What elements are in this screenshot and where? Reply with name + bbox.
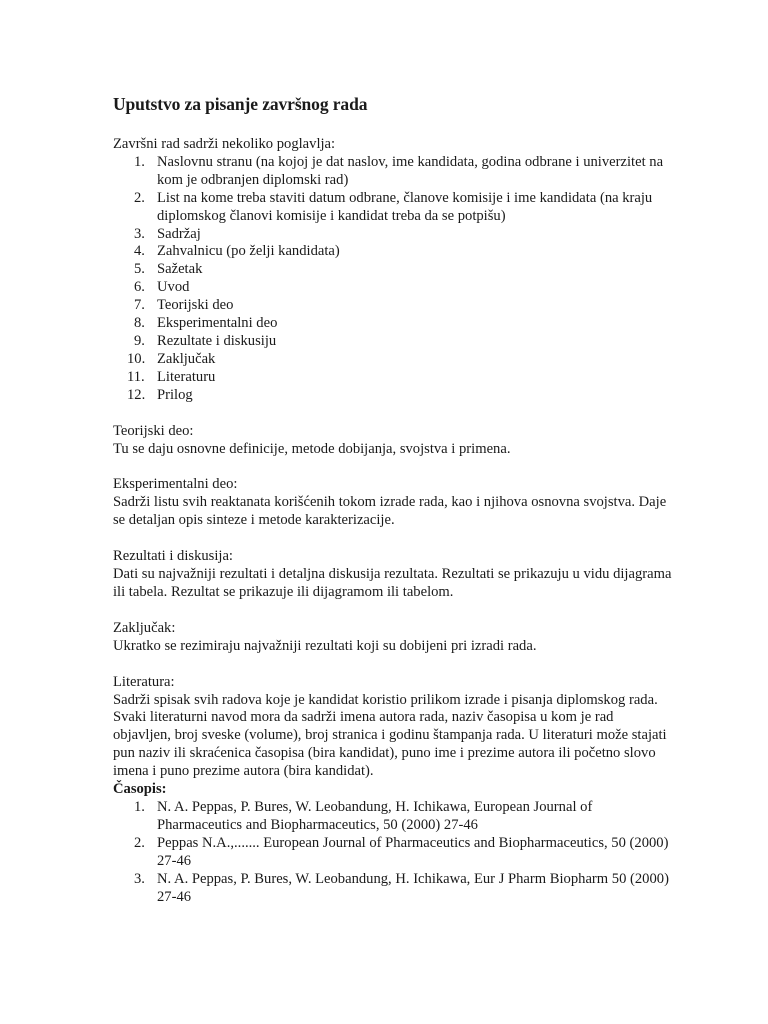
- spacer: [113, 405, 673, 423]
- section-heading: Rezultati i diskusija:: [113, 548, 233, 565]
- list-item-text: Uvod: [157, 279, 190, 296]
- list-number: 10.: [127, 350, 146, 367]
- list-item-text: Zahvalnicu (po želji kandidata): [157, 243, 340, 260]
- list-item: [113, 226, 673, 244]
- section-heading: Literatura:: [113, 673, 175, 690]
- list-item-text: Rezultate i diskusiju: [157, 332, 277, 349]
- list-item: [113, 243, 673, 261]
- section-body: Tu se daju osnovne definicije, metode dobijanja, svojstva i primena.: [113, 440, 511, 457]
- list-item-text: List na kome treba staviti datum odbrane, članove komisije i ime kandidata (na kraju diplomskog članovi komisije i kandidat treba da se potpišu): [157, 189, 653, 224]
- list-number: 8.: [134, 315, 145, 332]
- list-item: [113, 799, 673, 835]
- spacer: [113, 602, 673, 620]
- list-number: 1.: [134, 799, 145, 815]
- section-body: Ukratko se rezimiraju najvažniji rezultati koji su dobijeni pri izradi rada.: [113, 637, 537, 654]
- list-item-text: Eksperimentalni deo: [157, 315, 278, 332]
- casopis-label: Časopis:: [113, 781, 167, 798]
- list-number: 9.: [134, 332, 145, 349]
- list-item: [113, 333, 673, 351]
- list-number: 6.: [134, 279, 145, 296]
- section-body: Dati su najvažniji rezultati i detaljna diskusija rezultata. Rezultati se prikazuju u vidu dijagrama ili tabela. Rezultat se prikazuje ili dijagramom ili tabelom.: [113, 566, 672, 600]
- reference-list: [113, 799, 673, 906]
- section-body: Sadrži spisak svih radova koje je kandidat koristio prilikom izrade i pisanja diplomskog rada. Svaki literaturni navod mora da sadrži imena autora rada, naziv časopisa u kom je rad objavljen, broj sveske (volume), broj stranica i godinu štampanja rada. U literaturi može stajati pun naziv ili skraćenica časopisa (bira kandidat), puno ime i prezime autora ili početno slovo imena i puno prezime autora (bira kandidat).: [113, 691, 667, 780]
- list-item-text: Naslovnu stranu (na kojoj je dat naslov, ime kandidata, godina odbrane i univerzitet na kom je odbranjen diplomski rad): [157, 153, 664, 188]
- list-number: 12.: [127, 386, 146, 403]
- list-item: [113, 154, 673, 190]
- section-heading: Eksperimentalni deo:: [113, 476, 238, 493]
- reference-text: Peppas N.A.,....... European Journal of Pharmaceutics and Biopharmaceutics, 50 (2000) 27-46: [157, 834, 669, 869]
- list-item: [113, 190, 673, 226]
- list-item-text: Zaključak: [157, 350, 216, 367]
- list-item: [113, 835, 673, 871]
- list-item-text: Sažetak: [157, 261, 203, 278]
- list-item-text: Prilog: [157, 386, 193, 403]
- document-title: Uputstvo za pisanje završnog rada: [113, 94, 368, 114]
- list-item-text: Sadržaj: [157, 225, 201, 242]
- reference-text: N. A. Peppas, P. Bures, W. Leobandung, H. Ichikawa, Eur J Pharm Biopharm 50 (2000) 27-46: [157, 870, 669, 905]
- reference-text: N. A. Peppas, P. Bures, W. Leobandung, H. Ichikawa, European Journal of Pharmaceutics and Biopharmaceutics, 50 (2000) 27-46: [157, 799, 593, 833]
- spacer: [113, 530, 673, 548]
- list-item: [113, 871, 673, 907]
- spacer: [113, 458, 673, 476]
- list-item: [113, 315, 673, 333]
- list-item: [113, 369, 673, 387]
- list-number: 3.: [134, 870, 145, 887]
- list-item: [113, 351, 673, 369]
- list-number: 2.: [134, 189, 145, 206]
- list-number: 3.: [134, 225, 145, 242]
- section-heading: Zaključak:: [113, 619, 176, 636]
- list-number: 7.: [134, 297, 145, 314]
- list-number: 2.: [134, 834, 145, 851]
- list-item-text: Teorijski deo: [157, 297, 234, 314]
- list-number: 1.: [134, 153, 145, 170]
- document-content: [113, 94, 673, 906]
- chapter-list: [113, 154, 673, 405]
- list-item: [113, 261, 673, 279]
- list-item: [113, 387, 673, 405]
- spacer: [113, 656, 673, 674]
- list-number: 5.: [134, 261, 145, 278]
- list-number: 11.: [127, 368, 145, 385]
- intro-text: Završni rad sadrži nekoliko poglavlja:: [113, 136, 336, 152]
- section-heading: Teorijski deo:: [113, 422, 194, 439]
- list-item-text: Literaturu: [157, 368, 216, 385]
- section-body: Sadrži listu svih reaktanata korišćenih tokom izrade rada, kao i njihova osnovna svojstva. Daje se detaljan opis sinteze i metode karakterizacije.: [113, 494, 667, 529]
- list-item: [113, 279, 673, 297]
- list-number: 4.: [134, 243, 145, 260]
- list-item: [113, 297, 673, 315]
